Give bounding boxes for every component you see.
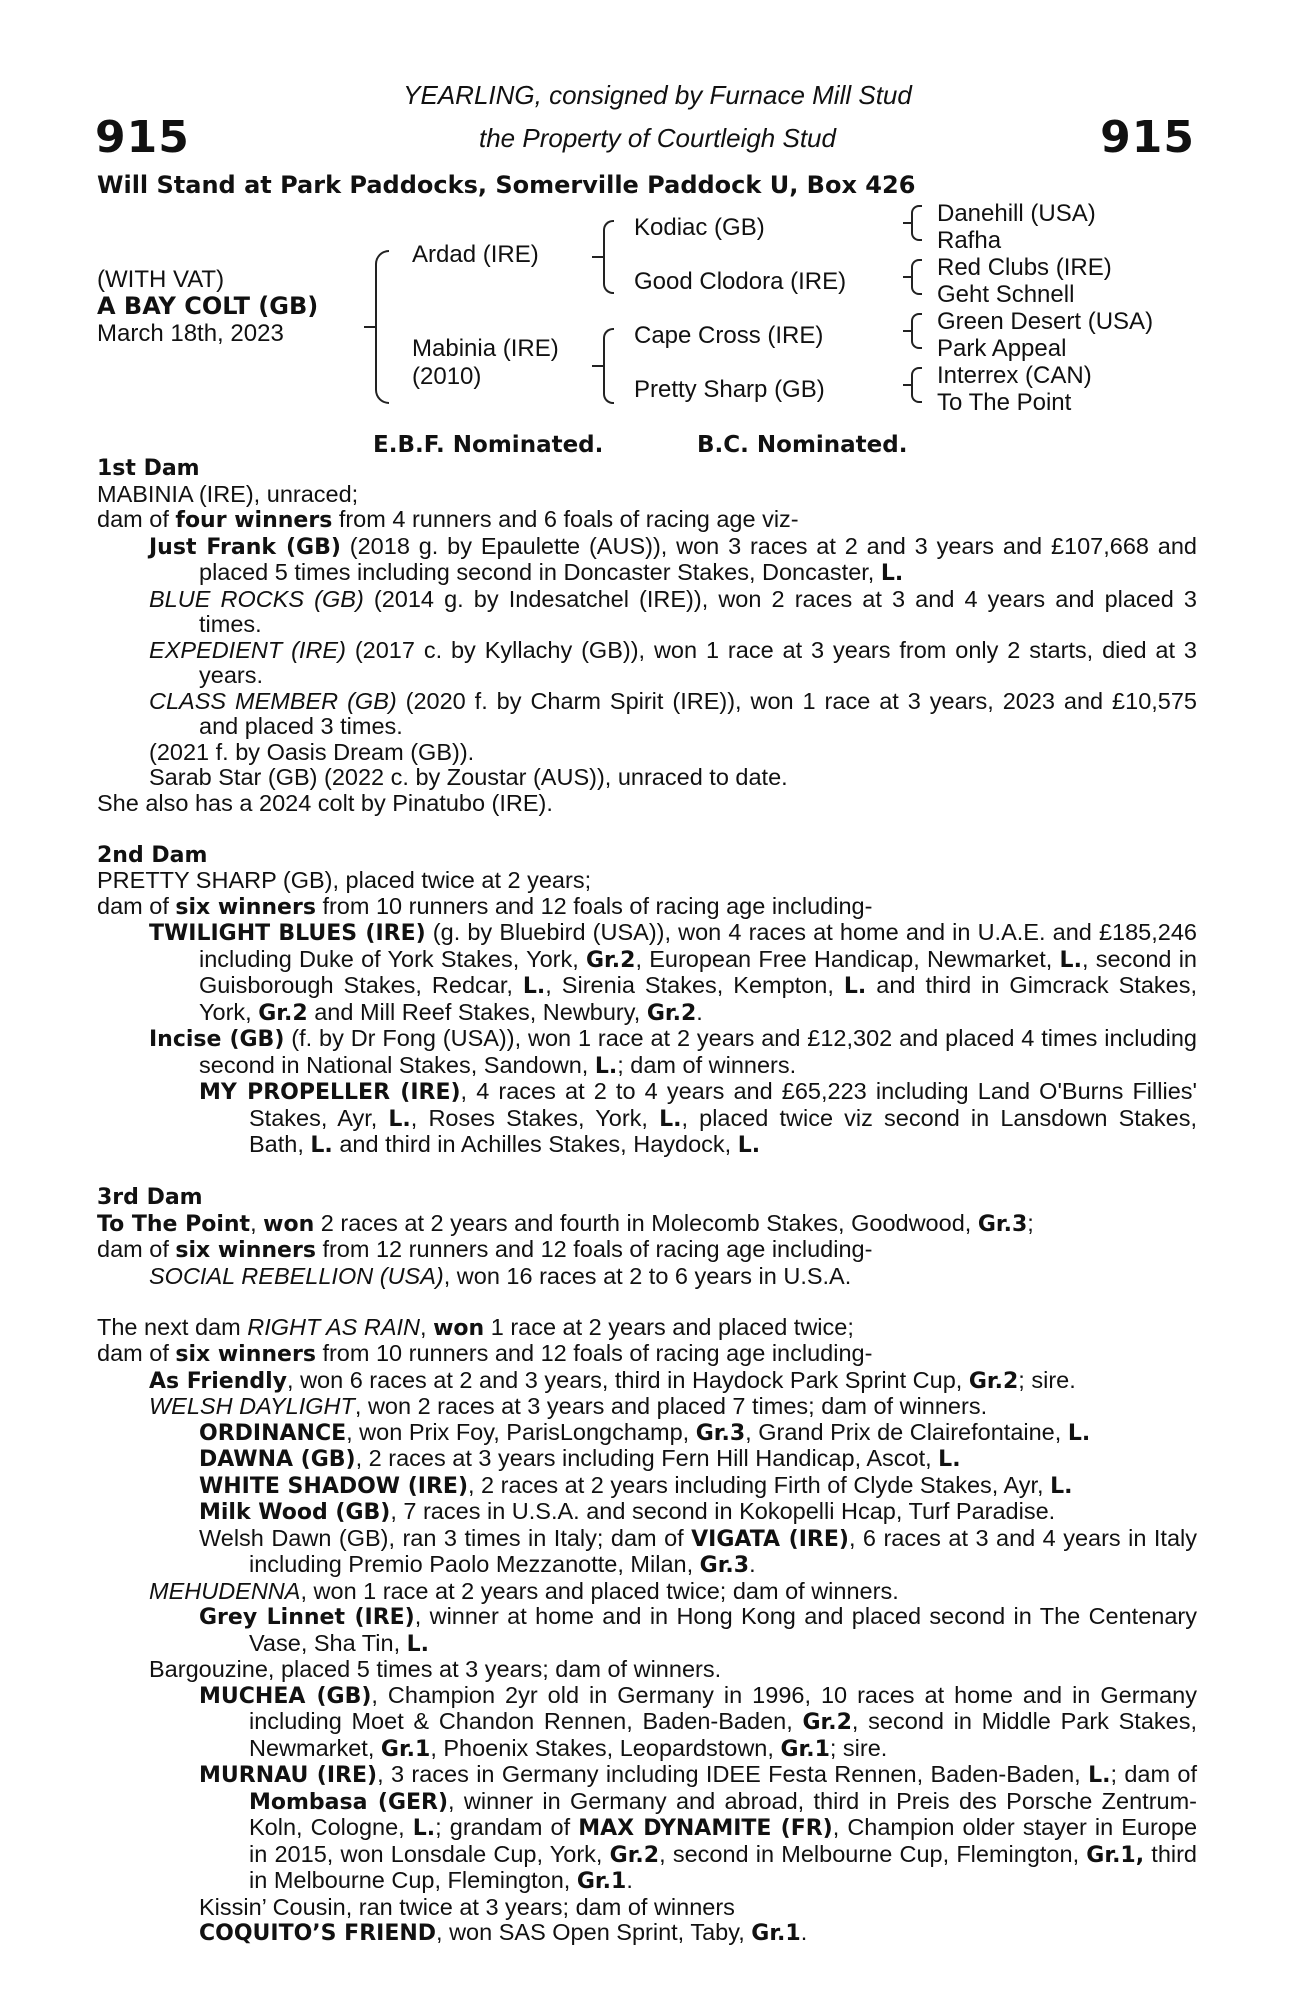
family-entry: MEHUDENNA, won 1 race at 2 years and placed twice; dam of winners. xyxy=(149,1577,899,1604)
pedigree-sds: Red Clubs (IRE) xyxy=(937,254,1112,281)
family-entry: WELSH DAYLIGHT, won 2 races at 3 years and placed 7 times; dam of winners. xyxy=(149,1393,988,1419)
pedigree-brace-sd xyxy=(911,259,922,295)
first-dam-line: MABINIA (IRE), unraced; xyxy=(97,480,359,507)
first-dam-heading: 1st Dam xyxy=(97,456,200,481)
pedigree-sdd: Geht Schnell xyxy=(937,281,1075,308)
first-dam-extra: She also has a 2024 colt by Pinatubo (IRE). xyxy=(97,789,553,816)
third-dam-heading: 3rd Dam xyxy=(97,1185,203,1210)
family-entry: MURNAU (IRE), 3 races in Germany including IDEE Festa Rennen, Baden-Baden, L.; dam of Mombasa (GER), winner in Germany and abroad, third in Preis des Porsche Zentrum-Koln, Cologne, L.; grandam of MAX DYNAMITE (FR), Champion older stayer in Europe in 2015, won Lonsdale Cup, York, Gr.2, second in Melbourne Cup, Flemington, Gr.1, third in Melbourne Cup, Flemington, Gr.1. xyxy=(199,1761,1198,1894)
pedigree-dsd: Park Appeal xyxy=(937,335,1067,362)
horse-name: A BAY COLT (GB) xyxy=(97,292,319,320)
pedigree-dam-year: (2010) xyxy=(412,363,482,390)
family-entry: As Friendly, won 6 races at 2 and 3 years, third in Haydock Park Sprint Cup, Gr.2; sire. xyxy=(149,1366,1076,1394)
family-entry: Incise (GB) (f. by Dr Fong (USA)), won 1 race at 2 years and £12,302 and placed 4 times including second in National Stakes, Sandown, L.; dam of winners. xyxy=(149,1025,1198,1079)
foal-entry: Sarab Star (GB) (2022 c. by Zoustar (AUS)), unraced to date. xyxy=(149,764,788,790)
pedigree-brace-sire xyxy=(603,220,614,294)
lot-number-left: 915 xyxy=(95,112,190,163)
family-entry: Kissin’ Cousin, ran twice at 3 years; dam of winners xyxy=(199,1893,735,1920)
pedigree-brace-ss xyxy=(911,205,922,241)
family-entry: SOCIAL REBELLION (USA), won 16 races at 2 to 6 years in U.S.A. xyxy=(149,1262,852,1289)
pedigree-sire-sire: Kodiac (GB) xyxy=(634,214,765,241)
second-dam-summary: dam of six winners from 10 runners and 12 foals of racing age including- xyxy=(97,892,873,920)
foal-entry: BLUE ROCKS (GB) (2014 g. by Indesatchel (IRE)), won 2 races at 3 and 4 years and placed 3 times. xyxy=(149,585,1197,637)
pedigree-brace-dd xyxy=(911,367,922,403)
family-entry: Welsh Dawn (GB), ran 3 times in Italy; dam of VIGATA (IRE), 6 races at 3 and 4 years in Italy including Premio Paolo Mezzanotte, Milan, Gr.3. xyxy=(199,1524,1197,1578)
family-entry: WHITE SHADOW (IRE), 2 races at 2 years including Firth of Clyde Stakes, Ayr, L. xyxy=(199,1471,1073,1499)
bc-nomination: B.C. Nominated. xyxy=(697,432,908,458)
foal-entry: EXPEDIENT (IRE) (2017 c. by Kyllachy (GB)), won 1 race at 3 years from only 2 starts, died at 3 years. xyxy=(149,636,1197,688)
family-entry: TWILIGHT BLUES (IRE) (g. by Bluebird (USA)), won 4 races at home and in U.A.E. and £185,246 including Duke of York Stakes, York, Gr.2, European Free Handicap, Newmarket, L., second in Guisborough Stakes, Redcar, L., Sirenia Stakes, Kempton, L. and third in Gimcrack Stakes, York, Gr.2 and Mill Reef Stakes, Newbury, Gr.2. xyxy=(149,919,1198,1026)
pedigree-dam-dam: Pretty Sharp (GB) xyxy=(634,376,825,403)
pedigree-sire: Ardad (IRE) xyxy=(412,241,539,268)
family-entry: ORDINANCE, won Prix Foy, ParisLongchamp, Gr.3, Grand Prix de Clairefontaine, L. xyxy=(199,1418,1091,1446)
catalogue-body xyxy=(97,455,1197,1947)
stabling-line: Will Stand at Park Paddocks, Somerville Paddock U, Box 426 xyxy=(97,171,916,199)
pedigree-dam: Mabinia (IRE) xyxy=(412,335,559,362)
pedigree-ssd: Rafha xyxy=(937,227,1002,254)
third-dam-summary: dam of six winners from 12 runners and 12 foals of racing age including- xyxy=(97,1236,873,1263)
family-entry: MUCHEA (GB), Champion 2yr old in Germany in 1996, 10 races at home and in Germany including Moet & Chandon Rennen, Baden-Baden, Gr.2, second in Middle Park Stakes, Newmarket, Gr.1, Phoenix Stakes, Leopardstown, Gr.1; sire. xyxy=(199,1681,1197,1762)
consignor-line: YEARLING, consigned by Furnace Mill Stud xyxy=(403,80,912,110)
family-entry: Grey Linnet (IRE), winner at home and in Hong Kong and placed second in The Centenary Vase, Sha Tin, L. xyxy=(199,1603,1197,1657)
pedigree-brace-gen1 xyxy=(375,250,389,404)
family-entry: COQUITO’S FRIEND, won SAS Open Sprint, Taby, Gr.1. xyxy=(199,1919,808,1946)
family-entry: DAWNA (GB), 2 races at 3 years including Fern Hill Handicap, Ascot, L. xyxy=(199,1445,961,1472)
ebf-nomination: E.B.F. Nominated. xyxy=(373,432,604,458)
foaling-date: March 18th, 2023 xyxy=(97,320,284,347)
lot-number-right: 915 xyxy=(1100,112,1195,163)
second-dam-line: PRETTY SHARP (GB), placed twice at 2 years; xyxy=(97,867,592,893)
pedigree-brace-ds xyxy=(911,313,922,349)
foal-entry: Just Frank (GB) (2018 g. by Epaulette (AUS)), won 3 races at 2 and 3 years and £107,668 and placed 5 times including second in Doncaster Stakes, Doncaster, L. xyxy=(149,532,1198,586)
pedigree-ddd: To The Point xyxy=(937,389,1072,416)
pedigree-brace-dam xyxy=(603,328,614,404)
next-dam-line: The next dam RIGHT AS RAIN, won 1 race at 2 years and placed twice; xyxy=(97,1313,854,1341)
third-dam-line: To The Point, won 2 races at 2 years and fourth in Molecomb Stakes, Goodwood, Gr.3; xyxy=(97,1209,1034,1237)
foal-entry: CLASS MEMBER (GB) (2020 f. by Charm Spirit (IRE)), won 1 race at 3 years, 2023 and £10,575 and placed 3 times. xyxy=(149,687,1198,739)
vat-note: (WITH VAT) xyxy=(97,266,225,293)
foal-entry: (2021 f. by Oasis Dream (GB)). xyxy=(149,738,475,765)
next-dam-summary: dam of six winners from 10 runners and 12 foals of racing age including- xyxy=(97,1340,873,1367)
family-entry: MY PROPELLER (IRE), 4 races at 2 to 4 years and £65,223 including Land O'Burns Fillies' Stakes, Ayr, L., Roses Stakes, York, L., placed twice viz second in Lansdown Stakes, Bath, L. and third in Achilles Stakes, Haydock, L. xyxy=(199,1078,1197,1158)
pedigree-dds: Interrex (CAN) xyxy=(937,362,1092,389)
pedigree-sire-dam: Good Clodora (IRE) xyxy=(634,268,847,295)
family-entry: Bargouzine, placed 5 times at 3 years; dam of winners. xyxy=(149,1656,722,1682)
family-entry: Milk Wood (GB), 7 races in U.S.A. and second in Kokopelli Hcap, Turf Paradise. xyxy=(199,1498,1056,1525)
first-dam-summary: dam of four winners from 4 runners and 6 foals of racing age viz- xyxy=(97,506,799,533)
property-line: the Property of Courtleigh Stud xyxy=(479,123,836,153)
pedigree-sss: Danehill (USA) xyxy=(937,200,1096,227)
pedigree-dam-sire: Cape Cross (IRE) xyxy=(634,322,824,349)
second-dam-heading: 2nd Dam xyxy=(97,842,208,868)
pedigree-dss: Green Desert (USA) xyxy=(937,308,1154,335)
